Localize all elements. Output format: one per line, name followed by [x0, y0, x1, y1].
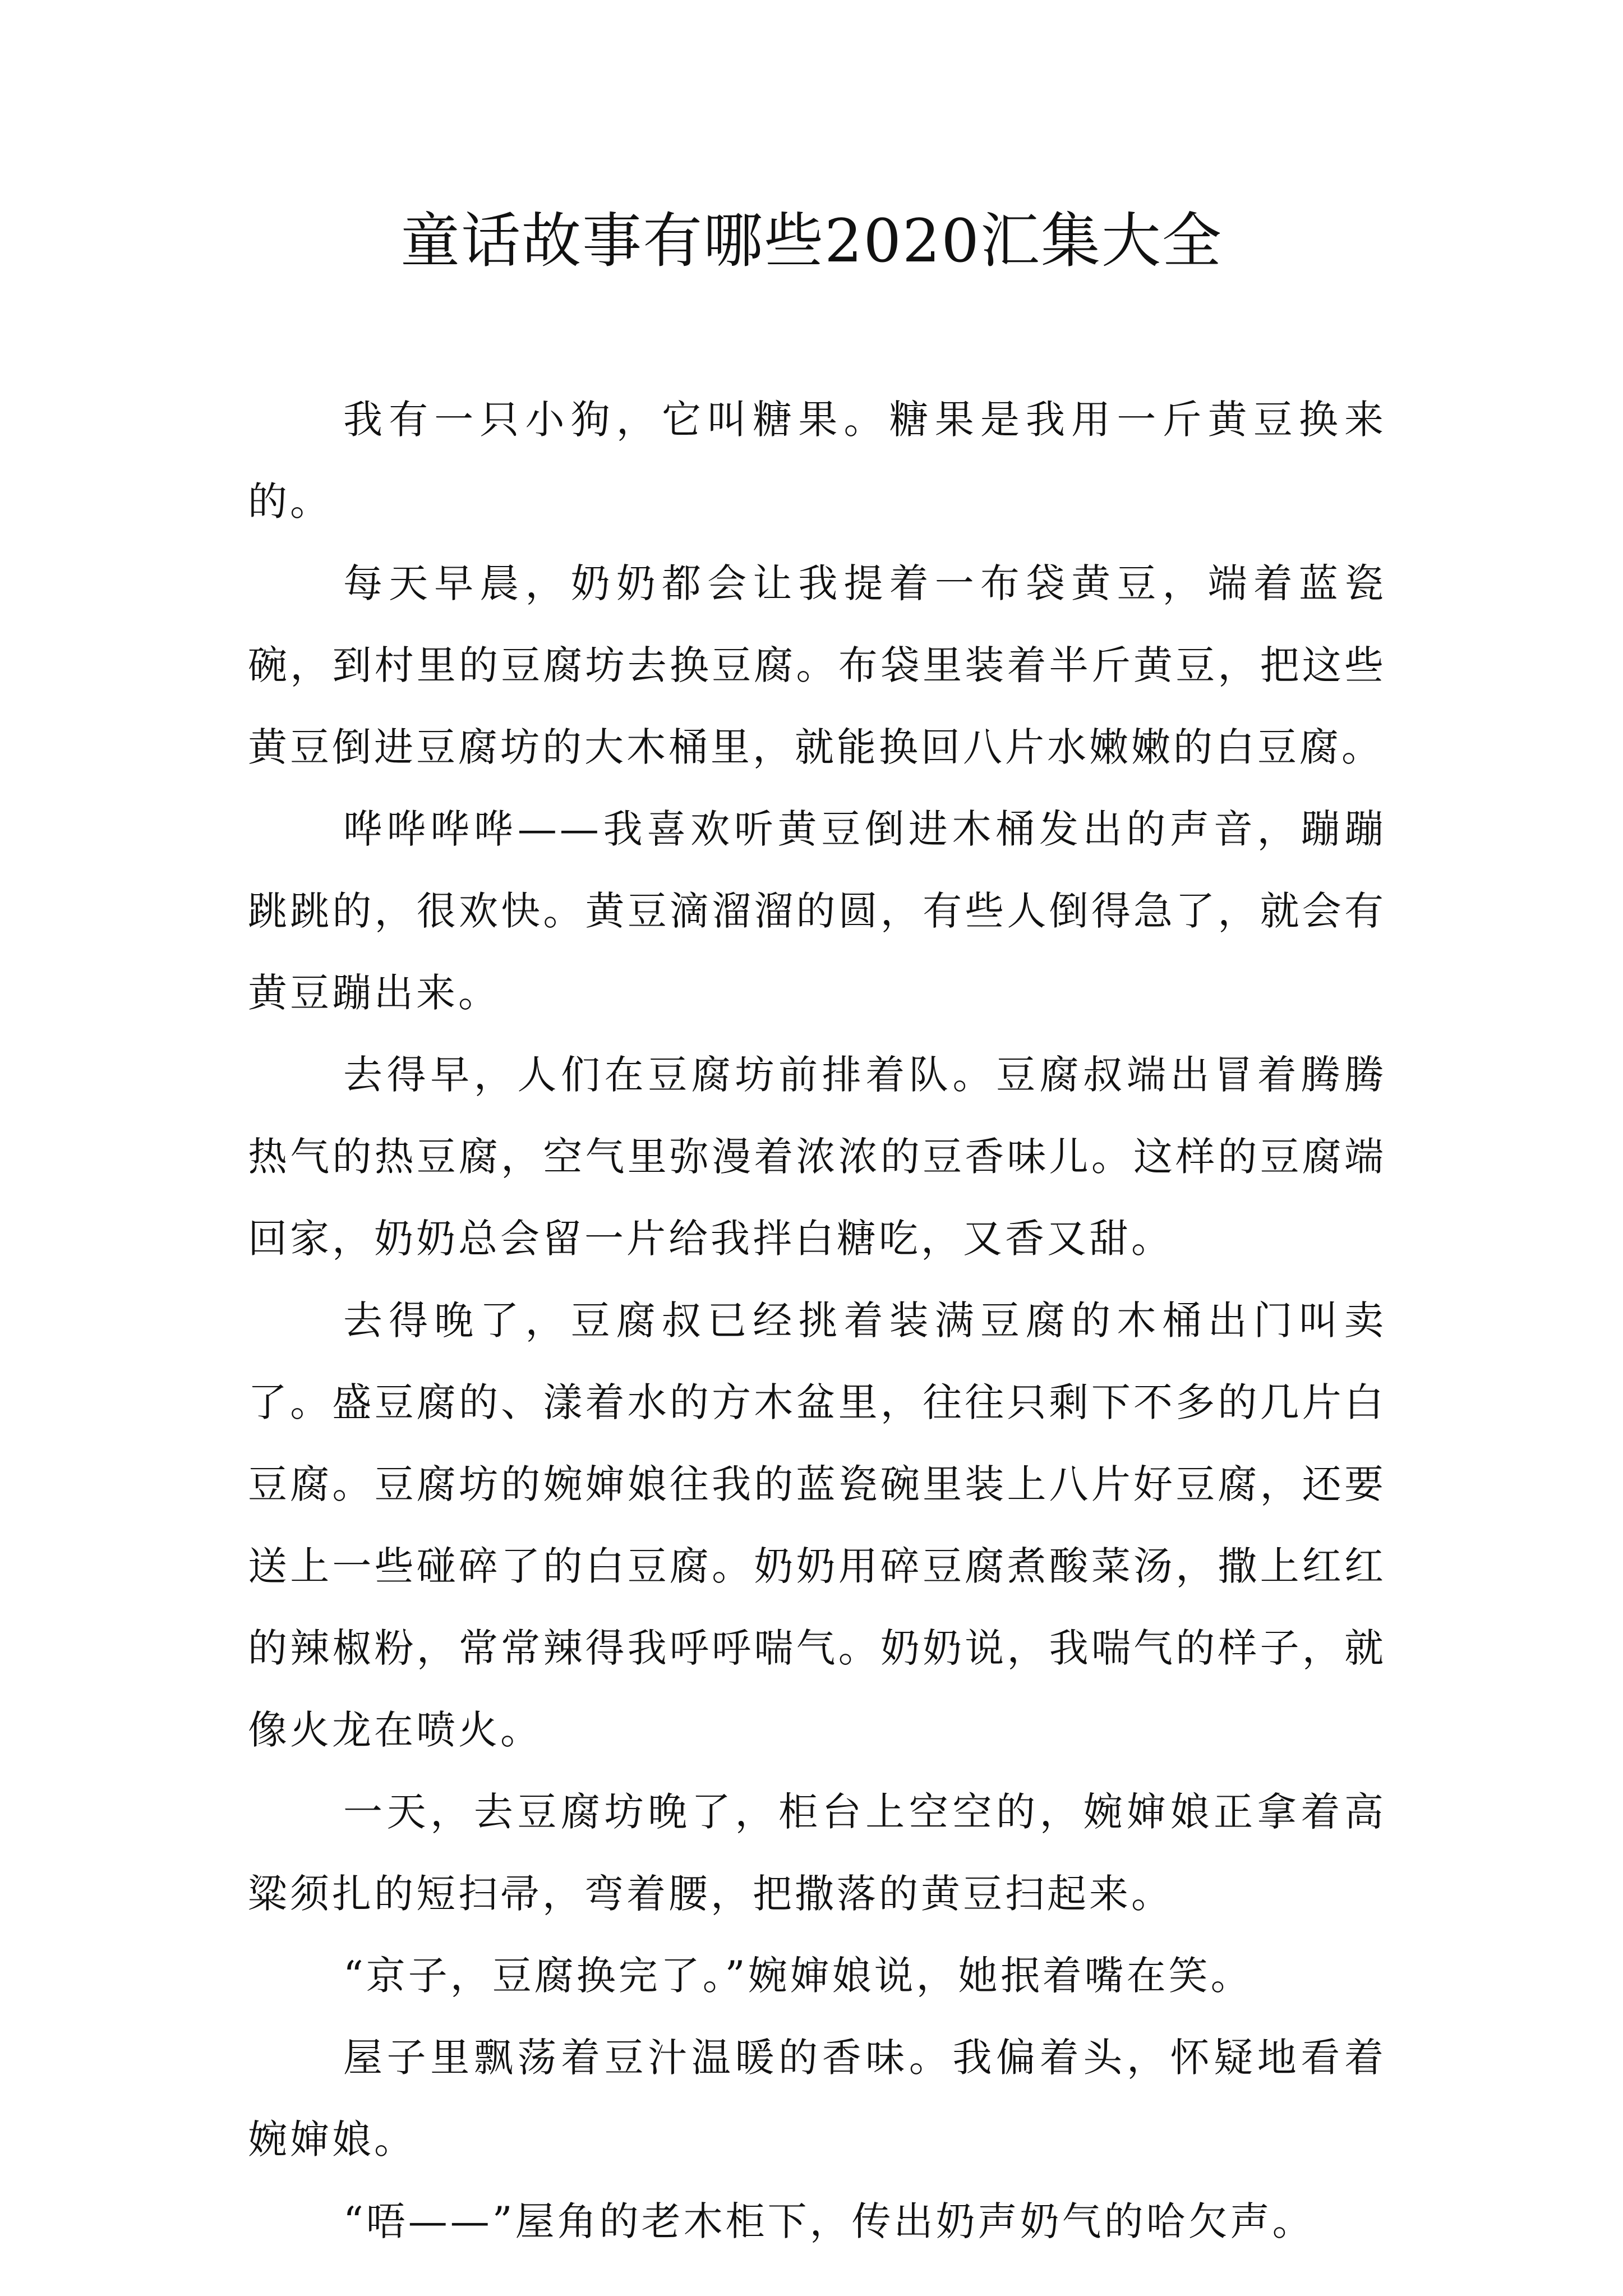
paragraph: 一天，去豆腐坊晚了，柜台上空空的，婉婶娘正拿着高粱须扎的短扫帚，弯着腰，把撒落的黄豆扫起来。 — [248, 1789, 1386, 1917]
paragraph: 去得晚了，豆腐叔已经挑着装满豆腐的木桶出门叫卖了。盛豆腐的、漾着水的方木盆里，往往只剩下不多的几片白豆腐。豆腐坊的婉婶娘往我的蓝瓷碗里装上八片好豆腐，还要送上一些碰碎了的白豆腐。奶奶用碎豆腐煮酸菜汤，撒上红红的辣椒粉，常常辣得我呼呼喘气。奶奶说，我喘气的样子，就像火龙在喷火。 — [248, 1297, 1386, 1753]
paragraph: “唔——”屋角的老木柜下，传出奶声奶气的哈欠声。 — [343, 2198, 1315, 2244]
paragraph: 每天早晨，奶奶都会让我提着一布袋黄豆，端着蓝瓷碗，到村里的豆腐坊去换豆腐。布袋里装着半斤黄豆，把这些黄豆倒进豆腐坊的大木桶里，就能换回八片水嫩嫩的白豆腐。 — [248, 560, 1386, 770]
paragraph: 我有一只小狗，它叫糖果。糖果是我用一斤黄豆换来的。 — [248, 397, 1386, 524]
paragraph: 哗哗哗哗——我喜欢听黄豆倒进木桶发出的声音，蹦蹦跳跳的，很欢快。黄豆滴溜溜的圆，有些人倒得急了，就会有黄豆蹦出来。 — [248, 806, 1386, 1016]
document-body — [248, 379, 1386, 2262]
paragraph: 屋子里飘荡着豆汁温暖的香味。我偏着头，怀疑地看着婉婶娘。 — [248, 2035, 1386, 2162]
paragraph: 去得早，人们在豆腐坊前排着队。豆腐叔端出冒着腾腾热气的热豆腐，空气里弥漫着浓浓的豆香味儿。这样的豆腐端回家，奶奶总会留一片给我拌白糖吃，又香又甜。 — [248, 1052, 1386, 1262]
paragraph: “京子，豆腐换完了。”婉婶娘说，她抿着嘴在笑。 — [343, 1953, 1253, 1999]
document-title: 童话故事有哪些2020汇集大全 — [400, 206, 1223, 275]
